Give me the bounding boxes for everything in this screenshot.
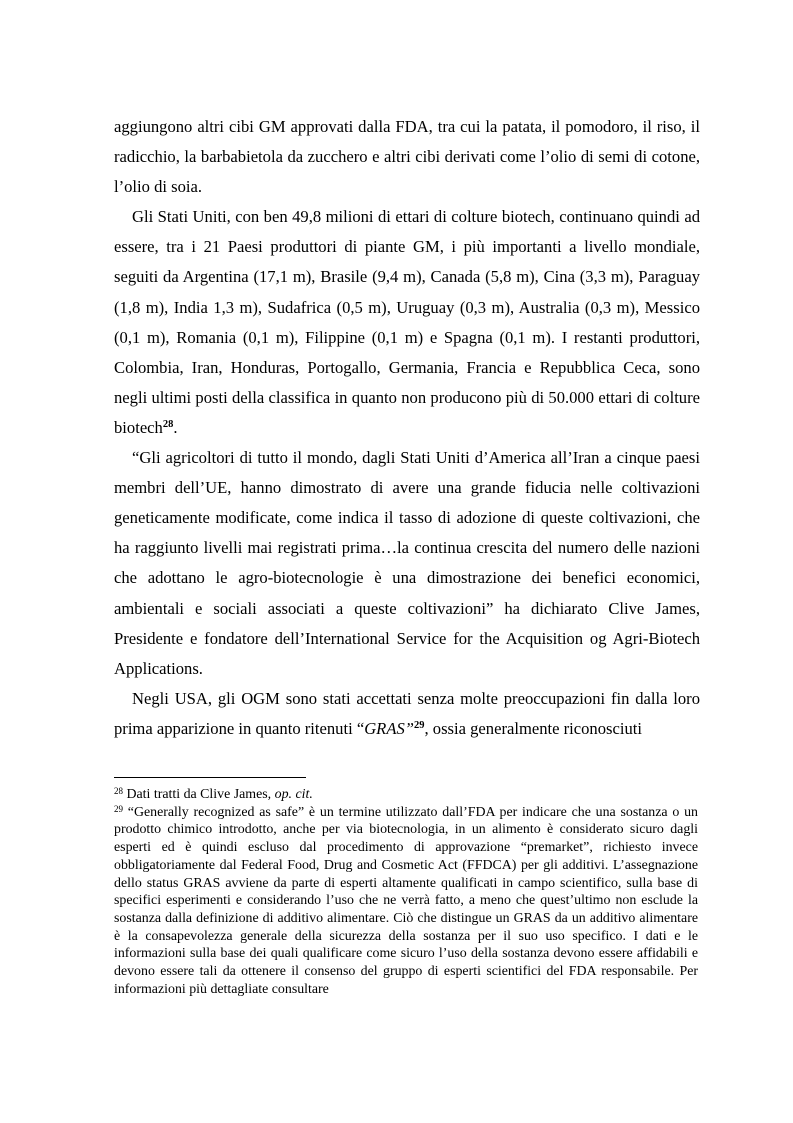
footnote-28: $^{28}$ Dati tratti da Clive James, op. cit. [114,786,313,802]
paragraph-4: Negli USA, gli OGM sono stati accettati senza molte preoccupazioni fin dalla loro prima apparizione in quanto ritenuti “GRAS”$^{29}$, ossia generalmente riconosciuti [114,688,700,738]
paragraph-3: “Gli agricoltori di tutto il mondo, dagli Stati Uniti d’America all’Iran a cinque paesi membri dell’UE, hanno dimostrato di avere una grande fiducia nelle coltivazioni geneticamente modificate, come indica il tasso di adozione di queste coltivazioni, che ha raggiunto livelli mai registrati prima…la continua crescita del numero delle nazioni che adottano le agro-biotecnologie è una dimostrazione dei benefici economici, ambientali e sociali associati a queste coltivazioni” ha dichiarato Clive James, Presidente e fondatore dell’International Service for the Acquisition og Agri-Biotech Applications. [114,448,700,678]
paragraph-2: Gli Stati Uniti, con ben 49,8 milioni di ettari di colture biotech, continuano quindi ad essere, tra i 21 Paesi produttori di piante GM, i più importanti a livello mondiale, seguiti da Argentina (17,1 m), Brasile (9,4 m), Canada (5,8 m), Cina (3,3 m), Paraguay (1,8 m), India 1,3 m), Sudafrica (0,5 m), Uruguay (0,3 m), Australia (0,3 m), Messico (0,1 m), Romania (0,1 m), Filippine (0,1 m) e Spagna (0,1 m). I restanti produttori, Colombia, Iran, Honduras, Portogallo, Germania, Francia e Repubblica Ceca, sono negli ultimi posti della classifica in quanto non producono più di 50.000 ettari di colture biotech$^{28}$. [114,207,700,437]
footnote-separator [114,777,306,778]
paragraph-1: aggiungono altri cibi GM approvati dalla FDA, tra cui la patata, il pomodoro, il riso, il radicchio, la barbabietola da zucchero e altri cibi derivati come l’olio di semi di cotone, l’olio di soia. [114,117,700,197]
footnote-ref-28[interactable]: 28 [162,418,174,430]
footnote-29: $^{29}$ “Generally recognized as safe” è un termine utilizzato dall’FDA per indicare che una sostanza o un prodotto chimico introdotto, anche per via biotecnologia, in un alimento è considerato sicuro dagli esperti ed è quindi escluso dal procedimento di approvazione “premarket”, richiesto invece obbligatoriamente dal Federal Food, Drug and Cosmetic Act (FFDCA) per gli additivi. L’assegnazione dello status GRAS avviene da parte di esperti altamente qualificati in campo scientifico, sulla base di specifici esperimenti e considerando l’uso che ne verrà fatto, a meno che quest’ultimo non esclude la sostanza dalla definizione di additivo alimentare. Ciò che distingue un GRAS da un additivo alimentare è la consapevolezza generale della sicurezza della sostanza per il suo uso specifico. I dati e le informazioni sulla base dei quali qualificare come sicuro l’uso della sostanza devono essere affidabili e devono essere tali da ottenere il consenso del gruppo di esperti scientifici del FDA responsabile. Per informazioni più dettagliate consultare [114,803,698,997]
footnote-ref-29[interactable]: 29 [413,719,425,731]
body-text [114,112,700,744]
footnotes [114,786,698,998]
gras-term: GRAS” [364,718,414,738]
